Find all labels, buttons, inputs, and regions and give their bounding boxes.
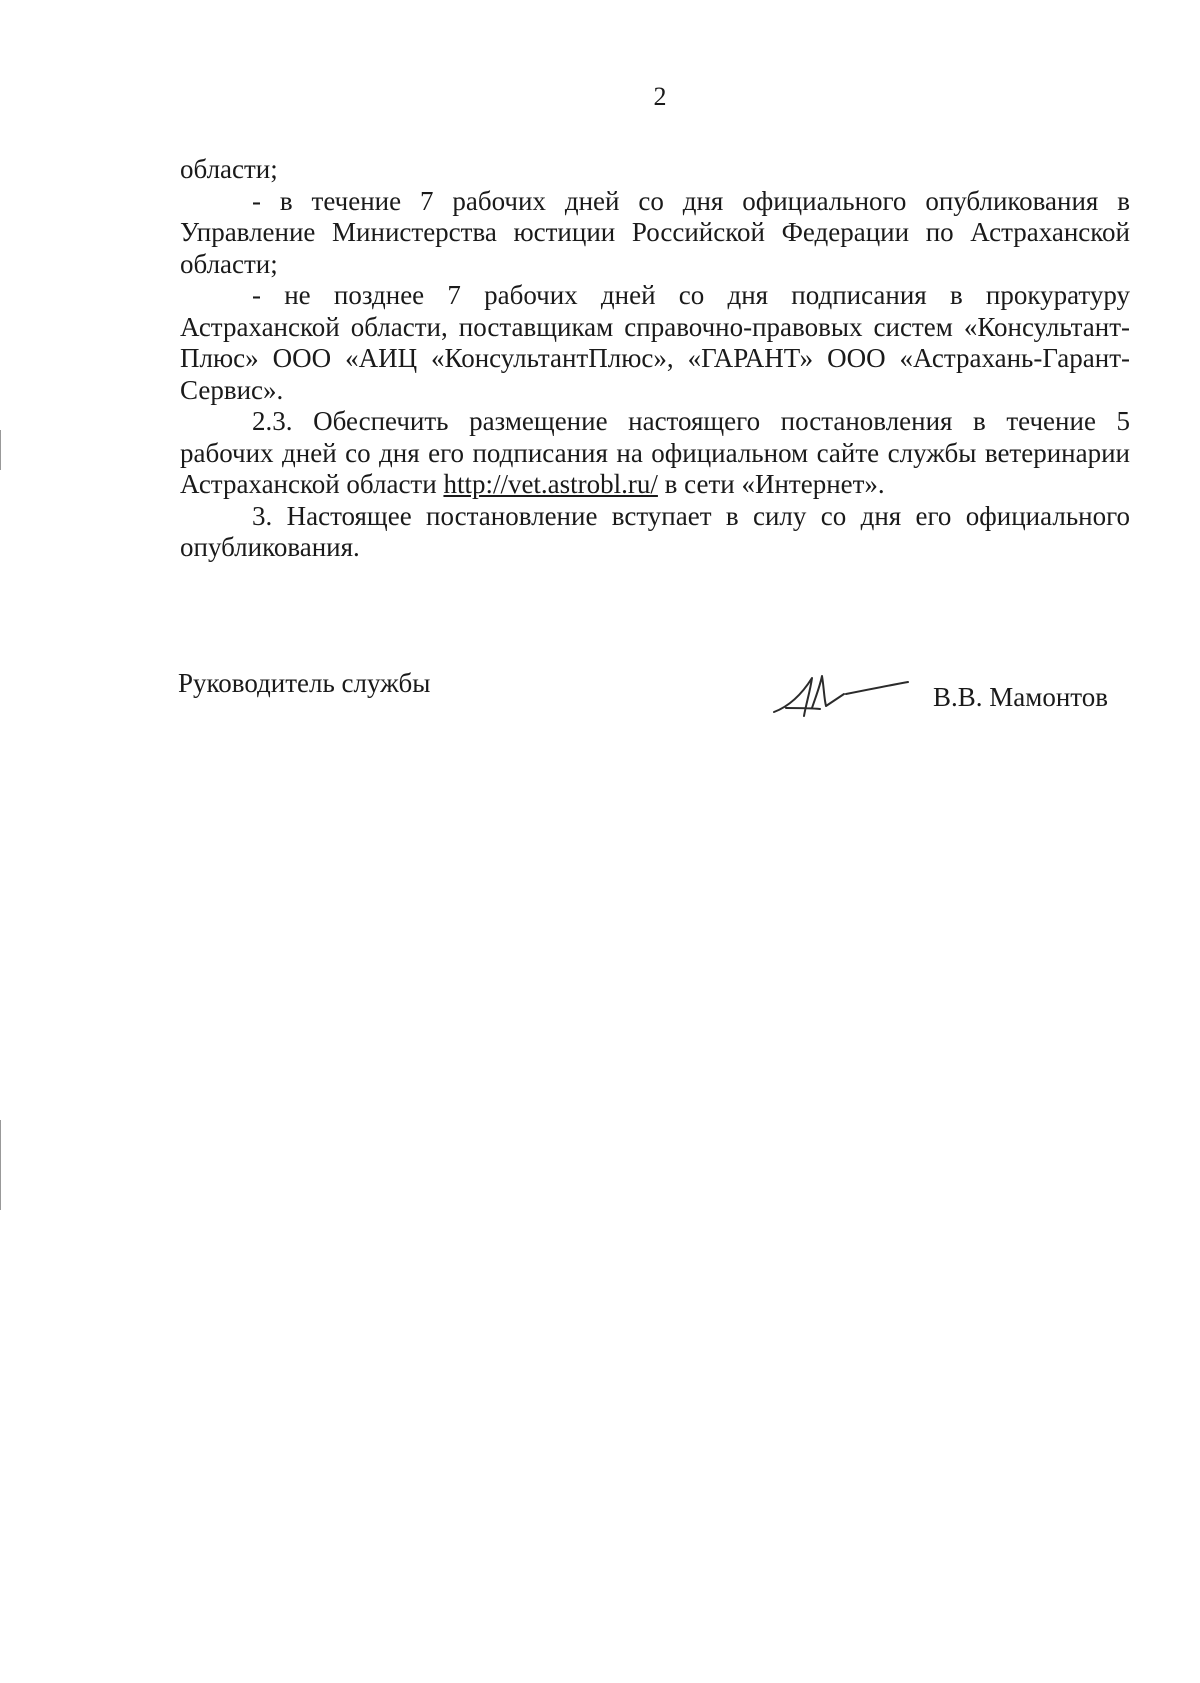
- paragraph-justice-ministry: - в течение 7 рабочих дней со дня официального опубликования в Управление Министерства юстиции Российской Федерации по Астраханской области;: [180, 185, 1130, 279]
- document-body: [180, 154, 1130, 564]
- paragraph-prosecutor: - не позднее 7 рабочих дней со дня подписания в прокуратуру Астраханской области, поставщикам справочно-правовых систем «Консультант-Плюс» ООО «АИЦ «КонсультантПлюс», «ГАРАНТ» ООО «Астрахань-Гарант-Сервис».: [180, 280, 1130, 405]
- paragraph-continuation: области;: [180, 154, 278, 184]
- paragraph-2-3-end: в сети «Интернет».: [657, 469, 885, 499]
- signatory-name: В.В. Мамонтов: [933, 682, 1108, 712]
- signature-block: [178, 668, 1118, 728]
- signatory-title: Руководитель службы: [178, 668, 431, 698]
- website-link[interactable]: http://vet.astrobl.ru/: [443, 469, 658, 499]
- paragraph-2-3-start: 2.3. Обеспечить размещение настоящего постановления в течение 5 рабочих дней со дня его подписания на официальном сайте службы ветеринарии Астраханской области: [180, 406, 1130, 499]
- scan-edge-mark: [0, 430, 1, 470]
- paragraph-2-3: [180, 406, 1130, 501]
- scan-edge-mark: [0, 1120, 1, 1210]
- handwritten-signature-icon: [768, 664, 918, 724]
- page-number: 2: [653, 82, 667, 111]
- paragraph-3: 3. Настоящее постановление вступает в силу со дня его официального опубликования.: [180, 500, 1130, 562]
